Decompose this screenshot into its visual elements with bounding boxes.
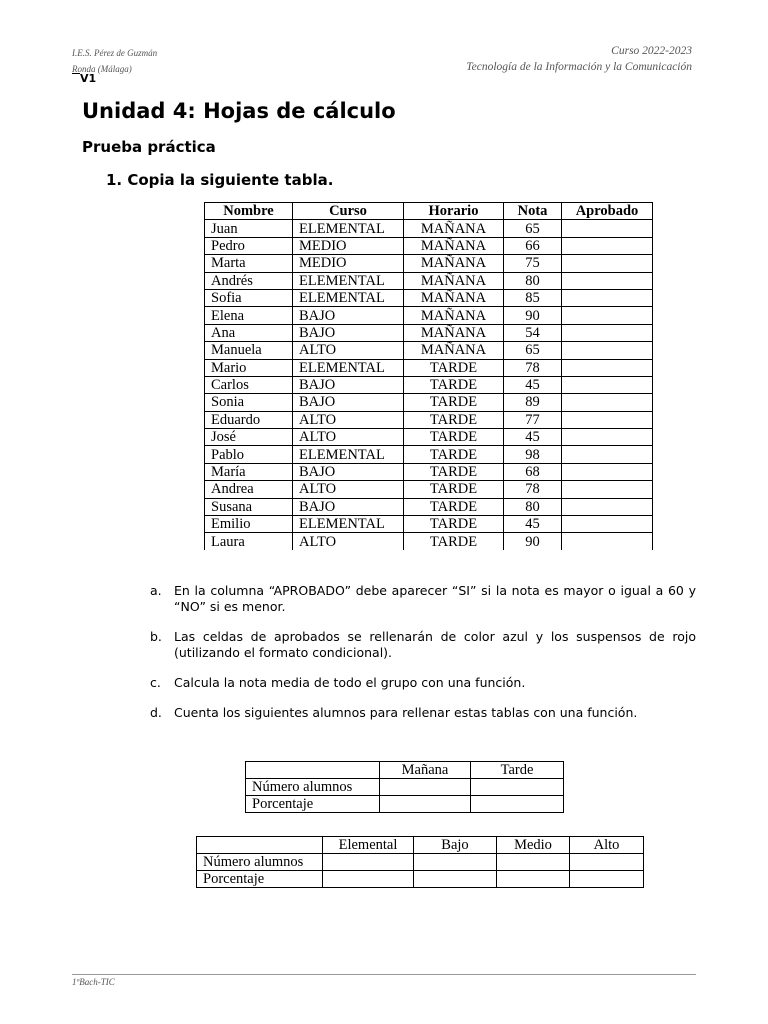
header-nota: Nota [504, 203, 562, 220]
cell-curso: ALTO [293, 481, 404, 498]
header-aprobado: Aprobado [562, 203, 653, 220]
instruction-letter: b. [150, 629, 162, 644]
table-row [205, 481, 653, 498]
cell-nombre: Andrea [205, 481, 293, 498]
instruction-letter: d. [150, 705, 162, 720]
table-row [205, 359, 653, 376]
cell-aprobado [562, 324, 653, 341]
cell-nota: 66 [504, 237, 562, 254]
schedule-header-tarde: Tarde [471, 762, 564, 779]
level-row-numero [197, 854, 644, 871]
cell-curso: ELEMENTAL [293, 289, 404, 306]
level-header-medio: Medio [497, 837, 570, 854]
cell-nombre: Manuela [205, 342, 293, 359]
cell-aprobado [562, 429, 653, 446]
cell-aprobado [562, 411, 653, 428]
empty-cell [380, 779, 471, 796]
students-table-header-row [205, 203, 653, 220]
cell-aprobado [562, 307, 653, 324]
instruction-letter: a. [150, 583, 162, 598]
table-row [205, 498, 653, 515]
table-row [205, 463, 653, 480]
instruction-c [150, 675, 696, 691]
empty-cell [414, 871, 497, 888]
cell-aprobado [562, 376, 653, 393]
students-table-body [205, 220, 653, 550]
school-name: I.E.S. Pérez de Guzmán [72, 48, 158, 58]
cell-nombre: Andrés [205, 272, 293, 289]
cell-nombre: Pablo [205, 446, 293, 463]
level-header-alto: Alto [570, 837, 644, 854]
cell-nombre: Laura [205, 533, 293, 550]
schedule-header-row [246, 762, 564, 779]
instructions-list [150, 583, 696, 735]
cell-horario: TARDE [404, 429, 504, 446]
header-curso: Curso [293, 203, 404, 220]
empty-cell [380, 796, 471, 813]
cell-nota: 65 [504, 342, 562, 359]
empty-cell [414, 854, 497, 871]
cell-curso: BAJO [293, 394, 404, 411]
table-row [205, 376, 653, 393]
level-header-bajo: Bajo [414, 837, 497, 854]
empty-cell [471, 796, 564, 813]
cell-curso: BAJO [293, 307, 404, 324]
footer-divider [72, 974, 696, 975]
cell-horario: TARDE [404, 359, 504, 376]
header-course-info [466, 43, 692, 75]
cell-nombre: Sofia [205, 289, 293, 306]
table-row [205, 533, 653, 550]
cell-horario: TARDE [404, 498, 504, 515]
cell-aprobado [562, 533, 653, 550]
cell-nota: 90 [504, 307, 562, 324]
table-row [205, 289, 653, 306]
table-row [205, 255, 653, 272]
task-1-heading: 1. Copia la siguiente tabla. [106, 171, 334, 189]
cell-horario: TARDE [404, 481, 504, 498]
schedule-row-numero [246, 779, 564, 796]
cell-horario: MAÑANA [404, 237, 504, 254]
instruction-text: En la columna “APROBADO” debe aparecer “SI” si la nota es mayor o igual a 60 y “NO” si es menor. [174, 583, 696, 614]
cell-curso: ELEMENTAL [293, 272, 404, 289]
cell-nombre: Mario [205, 359, 293, 376]
instruction-letter: c. [150, 675, 161, 690]
cell-nombre: José [205, 429, 293, 446]
cell-curso: BAJO [293, 376, 404, 393]
cell-nota: 75 [504, 255, 562, 272]
cell-nombre: Elena [205, 307, 293, 324]
cell-horario: MAÑANA [404, 324, 504, 341]
cell-curso: BAJO [293, 324, 404, 341]
cell-aprobado [562, 342, 653, 359]
row-label: Porcentaje [197, 871, 323, 888]
instruction-text: Calcula la nota media de todo el grupo con una función. [174, 675, 526, 690]
empty-cell [570, 854, 644, 871]
row-label: Número alumnos [246, 779, 380, 796]
schedule-row-porcentaje [246, 796, 564, 813]
table-row [205, 411, 653, 428]
cell-aprobado [562, 220, 653, 237]
cell-nota: 45 [504, 376, 562, 393]
cell-horario: TARDE [404, 376, 504, 393]
cell-aprobado [562, 255, 653, 272]
empty-cell [323, 871, 414, 888]
level-header-row [197, 837, 644, 854]
cell-nota: 54 [504, 324, 562, 341]
cell-curso: ALTO [293, 411, 404, 428]
cell-nota: 68 [504, 463, 562, 480]
cell-aprobado [562, 463, 653, 480]
cell-curso: MEDIO [293, 255, 404, 272]
row-label: Número alumnos [197, 854, 323, 871]
cell-nombre: Sonia [205, 394, 293, 411]
schedule-count-table [245, 761, 564, 813]
schedule-corner-cell [246, 762, 380, 779]
cell-horario: TARDE [404, 411, 504, 428]
cell-aprobado [562, 394, 653, 411]
cell-horario: TARDE [404, 533, 504, 550]
cell-curso: BAJO [293, 498, 404, 515]
cell-nota: 80 [504, 272, 562, 289]
cell-nombre: Pedro [205, 237, 293, 254]
level-count-table [196, 836, 644, 888]
cell-curso: ELEMENTAL [293, 446, 404, 463]
level-corner-cell [197, 837, 323, 854]
cell-nombre: Eduardo [205, 411, 293, 428]
cell-nombre: Susana [205, 498, 293, 515]
cell-nota: 85 [504, 289, 562, 306]
page-subtitle: Prueba práctica [82, 138, 216, 156]
cell-curso: ELEMENTAL [293, 220, 404, 237]
cell-horario: MAÑANA [404, 307, 504, 324]
table-row [205, 394, 653, 411]
table-row [205, 307, 653, 324]
cell-curso: ALTO [293, 533, 404, 550]
cell-aprobado [562, 481, 653, 498]
cell-nota: 78 [504, 359, 562, 376]
table-row [205, 446, 653, 463]
cell-nota: 45 [504, 429, 562, 446]
cell-horario: MAÑANA [404, 272, 504, 289]
instruction-text: Cuenta los siguientes alumnos para rellenar estas tablas con una función. [174, 705, 638, 720]
cell-aprobado [562, 446, 653, 463]
empty-cell [471, 779, 564, 796]
cell-horario: TARDE [404, 446, 504, 463]
cell-horario: TARDE [404, 463, 504, 480]
cell-curso: BAJO [293, 463, 404, 480]
instruction-d [150, 705, 696, 721]
instruction-a [150, 583, 696, 615]
instruction-text: Las celdas de aprobados se rellenarán de color azul y los suspensos de rojo (utilizando el formato condicional). [174, 629, 696, 660]
cell-horario: MAÑANA [404, 342, 504, 359]
empty-cell [570, 871, 644, 888]
table-row [205, 429, 653, 446]
version-label [72, 72, 96, 85]
cell-nota: 98 [504, 446, 562, 463]
level-header-elemental: Elemental [323, 837, 414, 854]
schedule-header-manana: Mañana [380, 762, 471, 779]
school-city: Ronda (Málaga) [72, 64, 132, 74]
course-year: Curso 2022-2023 [611, 45, 692, 57]
page-title: Unidad 4: Hojas de cálculo [82, 99, 396, 123]
table-row [205, 324, 653, 341]
instruction-b [150, 629, 696, 661]
empty-cell [497, 871, 570, 888]
empty-cell [323, 854, 414, 871]
cell-nota: 89 [504, 394, 562, 411]
cell-nombre: María [205, 463, 293, 480]
header-nombre: Nombre [205, 203, 293, 220]
table-row [205, 272, 653, 289]
cell-horario: TARDE [404, 516, 504, 533]
table-row [205, 516, 653, 533]
table-row [205, 342, 653, 359]
cell-nota: 45 [504, 516, 562, 533]
table-row [205, 220, 653, 237]
cell-aprobado [562, 516, 653, 533]
cell-curso: ALTO [293, 429, 404, 446]
subject-name: Tecnología de la Información y la Comunicación [466, 61, 692, 73]
cell-aprobado [562, 272, 653, 289]
students-table [204, 202, 653, 550]
version-mark-icon [72, 73, 80, 74]
cell-horario: TARDE [404, 394, 504, 411]
cell-nota: 65 [504, 220, 562, 237]
cell-horario: MAÑANA [404, 220, 504, 237]
cell-aprobado [562, 237, 653, 254]
cell-nota: 80 [504, 498, 562, 515]
cell-nombre: Emilio [205, 516, 293, 533]
cell-curso: ALTO [293, 342, 404, 359]
row-label: Porcentaje [246, 796, 380, 813]
cell-curso: MEDIO [293, 237, 404, 254]
version-text: V1 [80, 72, 97, 85]
cell-nombre: Juan [205, 220, 293, 237]
empty-cell [497, 854, 570, 871]
cell-nombre: Carlos [205, 376, 293, 393]
cell-aprobado [562, 289, 653, 306]
cell-nombre: Ana [205, 324, 293, 341]
level-row-porcentaje [197, 871, 644, 888]
cell-nota: 77 [504, 411, 562, 428]
header-horario: Horario [404, 203, 504, 220]
cell-nota: 90 [504, 533, 562, 550]
table-row [205, 237, 653, 254]
cell-aprobado [562, 498, 653, 515]
cell-aprobado [562, 359, 653, 376]
cell-nombre: Marta [205, 255, 293, 272]
cell-nota: 78 [504, 481, 562, 498]
cell-curso: ELEMENTAL [293, 516, 404, 533]
cell-curso: ELEMENTAL [293, 359, 404, 376]
cell-horario: MAÑANA [404, 289, 504, 306]
cell-horario: MAÑANA [404, 255, 504, 272]
footer-text: 1ºBach-TIC [72, 977, 115, 987]
